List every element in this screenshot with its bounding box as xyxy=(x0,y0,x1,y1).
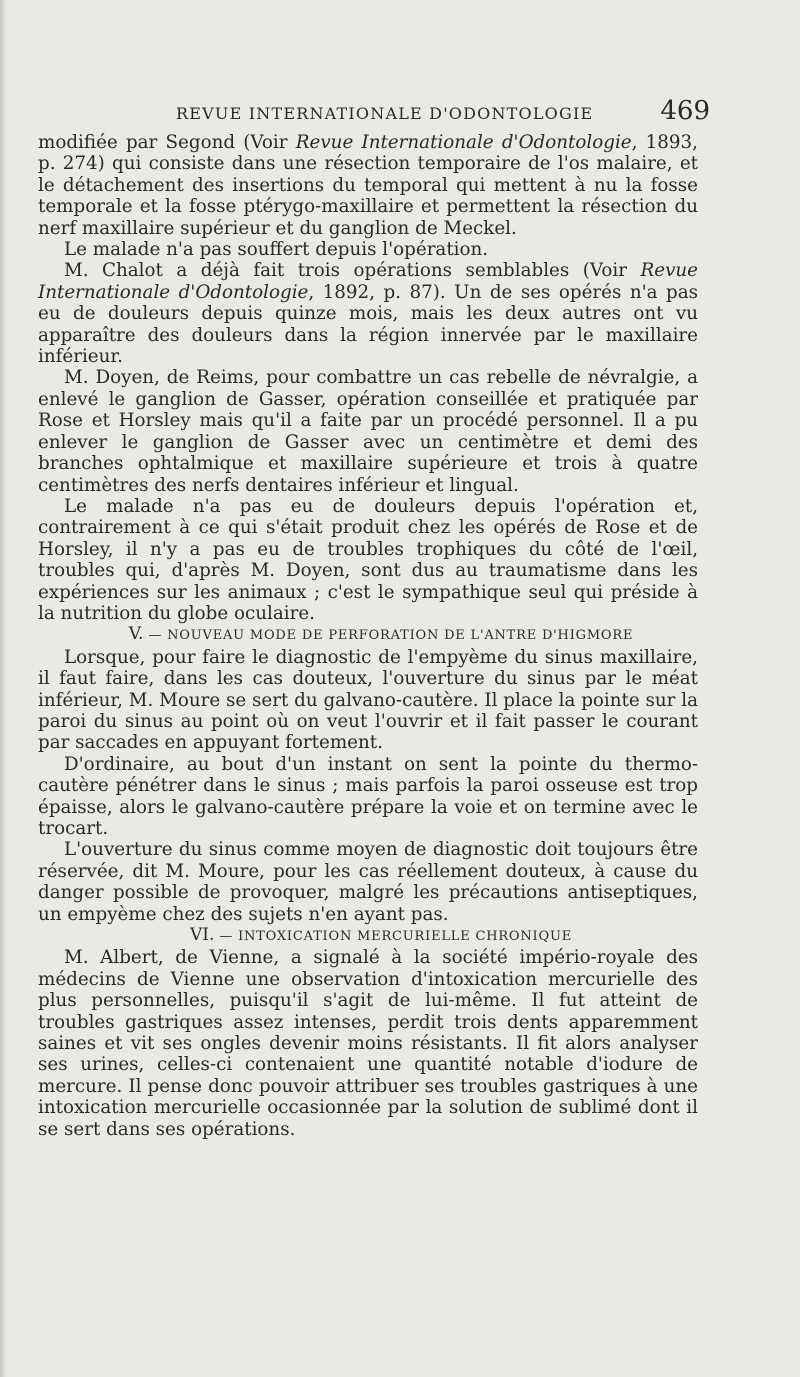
section-heading xyxy=(38,925,698,947)
text-run: M. Chalot a déjà fait trois opérations semblables (Voir xyxy=(64,260,641,282)
section-title: NOUVEAU MODE DE PERFORATION DE L'ANTRE D'HIGMORE xyxy=(167,628,634,644)
paragraph xyxy=(38,132,698,239)
paragraph: Le malade n'a pas souffert depuis l'opération. xyxy=(64,239,489,261)
paragraph: M. Doyen, de Reims, pour combattre un cas rebelle de névralgie, a enlevé le ganglion de Gasser, opération conseillée et pratiquée par Rose et Horsley mais qu'il a faite par un procédé personnel. Il a pu enlever le ganglion de Gasser avec un centimètre et demi des branches ophtalmique et maxillaire supérieure et trois à quatre centimètres des nerfs dentaires inférieur et lingual. xyxy=(38,367,698,496)
page-header xyxy=(38,96,710,128)
paragraph: D'ordinaire, au bout d'un instant on sent la pointe du thermo-cautère pénétrer dans le sinus ; mais parfois la paroi osseuse est trop épaisse, alors le galvano-cautère prépare la voie et on termine avec le trocart. xyxy=(38,753,698,839)
paragraph xyxy=(38,260,698,367)
paragraph: Lorsque, pour faire le diagnostic de l'empyème du sinus maxillaire, il faut faire, dans les cas douteux, l'ouverture du sinus par le méat inférieur, M. Moure se sert du galvano-cautère. Il place la pointe sur la paroi du sinus au point où on veut l'ouvrir et il fait passer le courant par saccades en appuyant fortement. xyxy=(38,646,698,754)
running-title: REVUE INTERNATIONALE D'ODONTOLOGIE xyxy=(176,104,594,123)
text-run: , 1893, p. 274) qui consiste dans une résection temporaire de l'os malaire, et le détachement des insertions du temporal qui mettent à nu la fosse temporale et la fosse ptérygo-maxillaire et permettent la résection du nerf maxillaire supérieur et du ganglion de Meckel. xyxy=(38,132,698,239)
section-heading xyxy=(38,624,698,646)
section-number: VI. xyxy=(189,925,215,946)
article-body xyxy=(38,132,698,1140)
section-dash: — xyxy=(143,628,168,644)
text-run: , 1892, p. 87). Un de ses opérés n'a pas eu de douleurs depuis quinze mois, mais les deux autres ont vu apparaître des douleurs dans la région innervée par le maxillaire inférieur. xyxy=(38,281,698,368)
section-dash: — xyxy=(214,929,239,945)
journal-citation: Revue Internationale d'Odontologie xyxy=(38,260,698,303)
page-edge xyxy=(0,0,6,1377)
journal-citation: Revue Internationale d'Odontologie xyxy=(295,132,632,153)
text-run: modifiée par Segond (Voir xyxy=(38,132,296,153)
section-number: V. xyxy=(128,624,144,645)
paragraph: M. Albert, de Vienne, a signalé à la société império-royale des médecins de Vienne une observation d'intoxication mercurielle des plus personnelles, puisqu'il s'agit de lui-même. Il fut atteint de troubles gastriques assez intenses, perdit trois dents apparemment saines et vit ses ongles devenir moins résistants. Il fit alors analyser ses urines, celles-ci contenaient une quantité notable d'iodure de mercure. Il pense donc pouvoir attribuer ses troubles gastriques à une intoxication mercurielle occasionnée par la solution de sublimé dont il se sert dans ses opérations. xyxy=(38,947,698,1140)
section-title: INTOXICATION MERCURIELLE CHRONIQUE xyxy=(238,929,572,945)
paragraph: Le malade n'a pas eu de douleurs depuis l'opération et, contrairement à ce qui s'était produit chez les opérés de Rose et de Horsley, il n'y a pas eu de troubles trophiques du côté de l'œil, troubles qui, d'après M. Doyen, sont dus au traumatisme dans les expériences sur les animaux ; c'est le sympathique seul qui préside à la nutrition du globe oculaire. xyxy=(38,495,698,624)
paragraph: L'ouverture du sinus comme moyen de diagnostic doit toujours être réservée, dit M. Moure, pour les cas réellement douteux, à cause du danger possible de provoquer, malgré les précautions antiseptiques, un empyème chez des sujets n'en ayant pas. xyxy=(38,839,698,925)
page-number: 469 xyxy=(660,96,710,126)
